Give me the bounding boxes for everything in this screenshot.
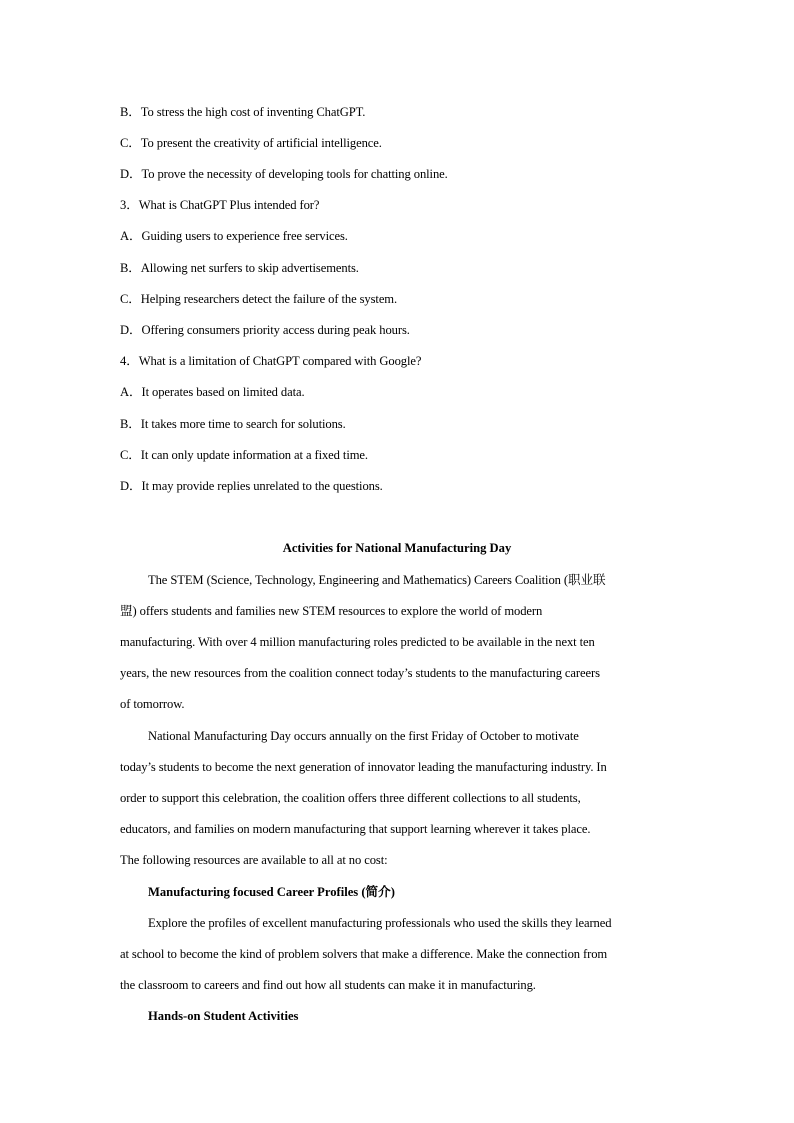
paragraph1-line: manufacturing. With over 4 million manufacturing roles predicted to be available in the next ten (120, 635, 595, 649)
paragraph2-line: order to support this celebration, the coalition offers three different collections to all students, (120, 791, 581, 805)
paragraph1-line: The STEM (Science, Technology, Engineering and Mathematics) Careers Coalition (职业联 (148, 573, 606, 587)
paragraph2-line: educators, and families on modern manufacturing that support learning wherever it takes place. (120, 822, 591, 836)
section1-line: the classroom to careers and find out how all students can make it in manufacturing. (120, 978, 536, 992)
q2-option-d: D．To prove the necessity of developing tools for chatting online. (120, 167, 448, 181)
paragraph1-line: years, the new resources from the coalition connect today’s students to the manufacturing careers (120, 666, 600, 680)
q4-option-d: D．It may provide replies unrelated to the questions. (120, 479, 383, 493)
q2-option-b: B．To stress the high cost of inventing ChatGPT. (120, 105, 366, 119)
paragraph1-line: of tomorrow. (120, 697, 185, 711)
q3-option-d: D．Offering consumers priority access during peak hours. (120, 323, 410, 337)
section-heading-career-profiles: Manufacturing focused Career Profiles (简介) (148, 885, 395, 899)
paragraph1-line: 盟) offers students and families new STEM resources to explore the world of modern (120, 604, 543, 618)
paragraph2-line: National Manufacturing Day occurs annually on the first Friday of October to motivate (148, 729, 579, 743)
q3-option-a: A．Guiding users to experience free services. (120, 229, 348, 243)
q4-option-a: A．It operates based on limited data. (120, 385, 305, 399)
q3-option-c: C．Helping researchers detect the failure of the system. (120, 292, 398, 306)
paragraph2-line: The following resources are available to all at no cost: (120, 853, 388, 867)
article-title: Activities for National Manufacturing Day (282, 541, 512, 555)
q3-option-b: B．Allowing net surfers to skip advertisements. (120, 261, 359, 275)
section-heading-student-activities: Hands-on Student Activities (148, 1009, 299, 1023)
section1-line: at school to become the kind of problem solvers that make a difference. Make the connection from (120, 947, 608, 961)
q3-stem: 3．What is ChatGPT Plus intended for? (120, 198, 320, 212)
q4-option-c: C．It can only update information at a fixed time. (120, 448, 368, 462)
paragraph2-line: today’s students to become the next generation of innovator leading the manufacturing industry. In (120, 760, 607, 774)
q4-stem: 4．What is a limitation of ChatGPT compared with Google? (120, 354, 422, 368)
section1-line: Explore the profiles of excellent manufacturing professionals who used the skills they learned (148, 916, 612, 930)
q4-option-b: B．It takes more time to search for solutions. (120, 417, 346, 431)
q2-option-c: C．To present the creativity of artificial intelligence. (120, 136, 382, 150)
